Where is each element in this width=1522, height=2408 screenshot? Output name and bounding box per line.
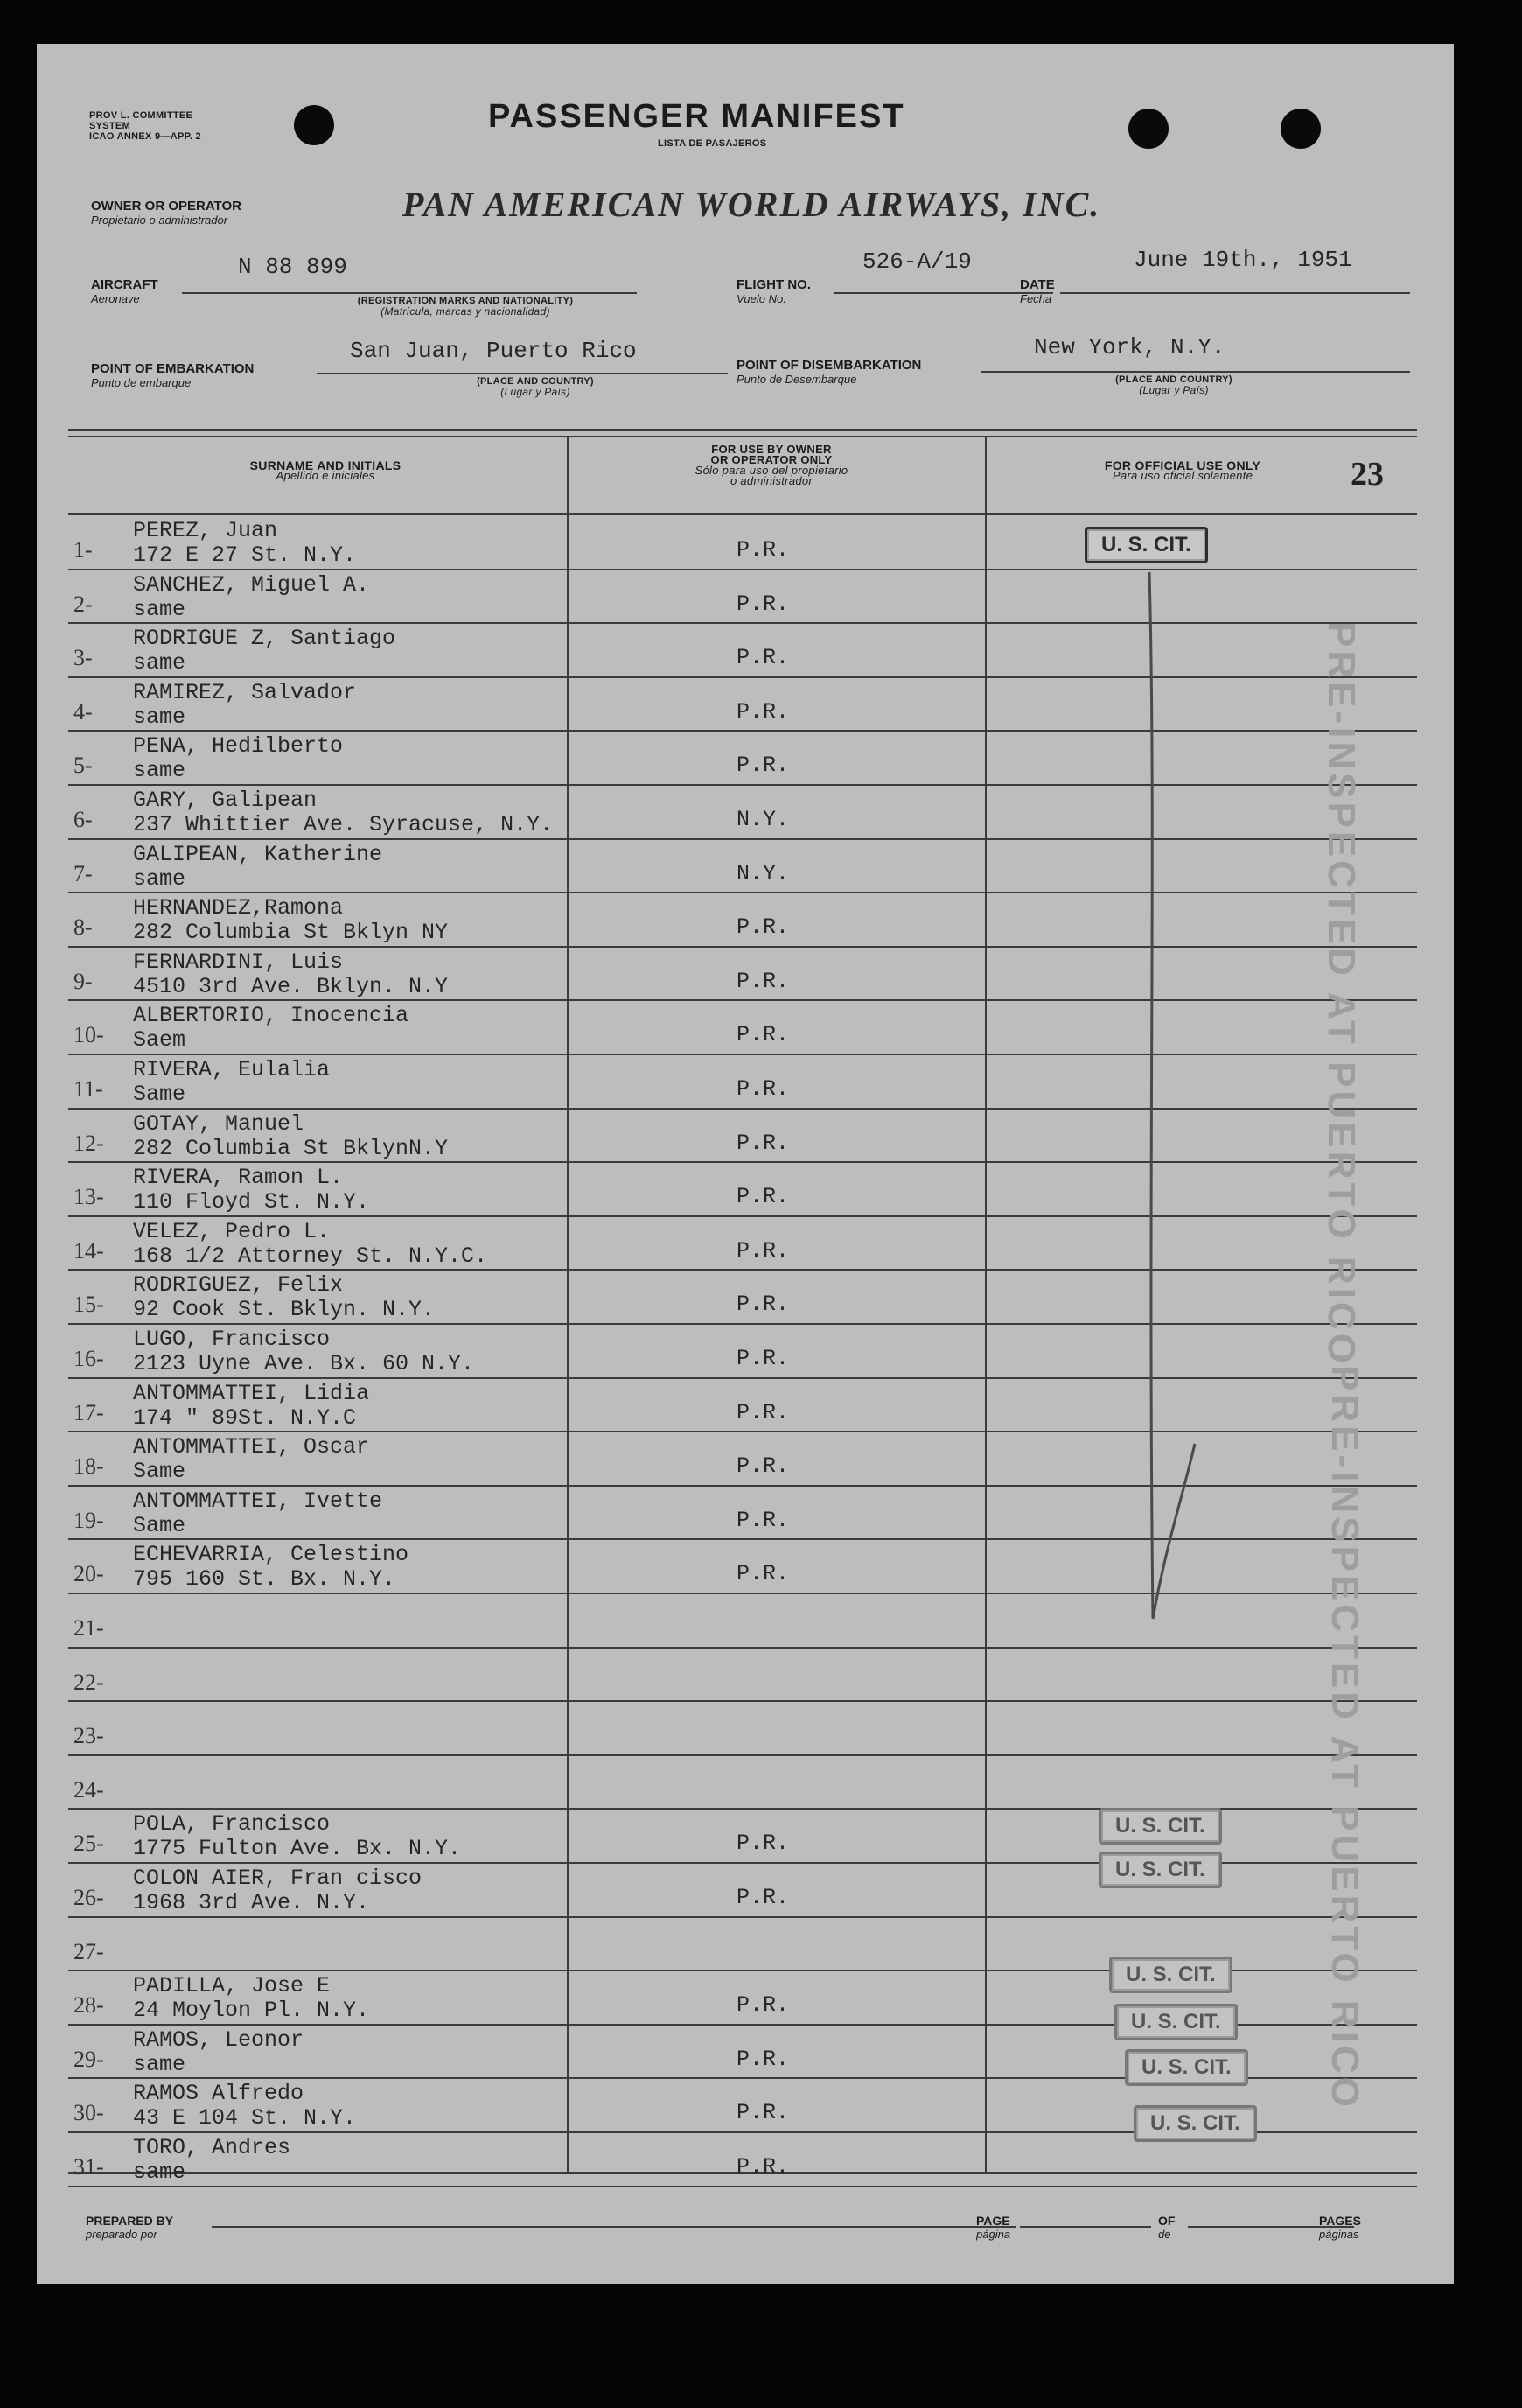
passenger-name: COLON AIER, Fran cisco <box>133 1866 422 1891</box>
row-divider <box>68 1161 1417 1163</box>
passenger-name: GARY, Galipean <box>133 788 318 813</box>
embarkation-place-note: (PLACE AND COUNTRY) (Lugar y País) <box>477 376 594 398</box>
row-divider <box>68 1754 1417 1756</box>
passenger-address: 1968 3rd Ave. N.Y. <box>133 1890 370 1915</box>
row-divider <box>68 784 1417 786</box>
passenger-name: FERNARDINI, Luis <box>133 948 344 975</box>
row-divider <box>68 676 1417 678</box>
owner-use-value: P.R. <box>737 1453 790 1480</box>
row-divider <box>68 1916 1417 1918</box>
row-number: 11- <box>73 1076 103 1102</box>
row-number: 19- <box>73 1507 104 1533</box>
row-divider <box>68 1054 1417 1055</box>
passenger-name: TORO, Andres <box>133 2135 291 2160</box>
us-cit-stamp: U. S. CIT. <box>1099 1808 1222 1844</box>
passenger-address: same <box>133 596 186 622</box>
owner-use-value: P.R. <box>737 698 790 724</box>
us-cit-stamp: U. S. CIT. <box>1125 2049 1248 2086</box>
preinspected-stamp: PRE-INSPECTED AT PUERTO RICO <box>1320 621 1363 1367</box>
preinspected-stamp: PRE-INSPECTED AT PUERTO RICO <box>1323 1365 1366 2110</box>
aircraft-value: N 88 899 <box>238 254 347 280</box>
page-subtitle: LISTA DE PASAJEROS <box>658 138 767 149</box>
us-cit-stamp: U. S. CIT. <box>1099 1852 1222 1888</box>
row-number: 28- <box>73 1992 104 2019</box>
owner-use-value: P.R. <box>737 1022 790 1048</box>
row-divider <box>68 1431 1417 1432</box>
owner-use-value: P.R. <box>737 2100 790 2126</box>
row-divider <box>68 1108 1417 1110</box>
passenger-name: GALIPEAN, Katherine <box>133 841 383 867</box>
row-number: 7- <box>73 860 93 886</box>
row-number: 12- <box>73 1130 104 1156</box>
passenger-address: 168 1/2 Attorney St. N.Y.C. <box>133 1242 488 1269</box>
registration-note: (REGISTRATION MARKS AND NATIONALITY) (Matrícula, marcas y nacionalidad) <box>357 296 574 318</box>
row-number: 14- <box>73 1237 104 1264</box>
passenger-name: GOTAY, Manuel <box>133 1110 304 1137</box>
passenger-address: 43 E 104 St. N.Y. <box>133 2105 357 2132</box>
passenger-name: ANTOMMATTEI, Lidia <box>133 1380 370 1406</box>
row-divider <box>68 1700 1417 1702</box>
row-number: 30- <box>73 2100 104 2126</box>
date-value: June 19th., 1951 <box>1134 247 1352 273</box>
passenger-name: HERNANDEZ,Ramona <box>133 895 344 921</box>
passenger-address: Saem <box>133 1027 186 1054</box>
punch-hole <box>1281 108 1321 149</box>
passenger-address: 4510 3rd Ave. Bklyn. N.Y <box>133 973 449 999</box>
owner-use-value: P.R. <box>737 1507 790 1533</box>
disembarkation-label: POINT OF DISEMBARKATION Punto de Desembarque <box>737 358 922 386</box>
flight-label: FLIGHT NO. Vuelo No. <box>737 277 811 305</box>
passenger-name: RAMOS Alfredo <box>133 2081 304 2107</box>
us-cit-stamp: U. S. CIT. <box>1134 2105 1257 2142</box>
us-cit-stamp: U. S. CIT. <box>1085 527 1208 564</box>
row-number: 4- <box>73 698 93 724</box>
row-divider <box>68 1592 1417 1594</box>
passenger-address: 24 Moylon Pl. N.Y. <box>133 1998 370 2024</box>
row-divider <box>68 1647 1417 1648</box>
passenger-name: SANCHEZ, Miguel A. <box>133 571 370 598</box>
owner-use-value: P.R. <box>737 1076 790 1102</box>
date-label: DATE Fecha <box>1020 277 1055 305</box>
passenger-address: same <box>133 865 186 892</box>
row-number: 9- <box>73 968 93 994</box>
row-number: 16- <box>73 1346 104 1371</box>
owner-use-value: P.R. <box>737 1830 790 1857</box>
row-divider <box>68 1538 1417 1540</box>
row-number: 3- <box>73 645 93 671</box>
owner-use-value: P.R. <box>737 968 790 994</box>
passenger-address: Same <box>133 1459 186 1485</box>
passenger-address: 1775 Fulton Ave. Bx. N.Y. <box>133 1836 462 1862</box>
owner-use-value: P.R. <box>737 1237 790 1264</box>
ditto-check-mark <box>1121 569 1200 1636</box>
passenger-name: RAMIREZ, Salvador <box>133 679 357 705</box>
prepared-by-label: PREPARED BY preparado por <box>86 2214 174 2241</box>
row-number: 20- <box>73 1561 104 1587</box>
passenger-address: 237 Whittier Ave. Syracuse, N.Y. <box>133 812 554 837</box>
row-number: 6- <box>73 807 93 832</box>
row-number: 22- <box>73 1669 104 1695</box>
row-number: 18- <box>73 1453 104 1480</box>
column-header-official: FOR OFFICIAL USE ONLY Para uso oficial solamente <box>1104 458 1261 482</box>
row-divider <box>68 1485 1417 1487</box>
passenger-name: PENA, Hedilberto <box>133 733 344 760</box>
row-divider <box>68 1323 1417 1325</box>
owner-use-value: P.R. <box>737 537 790 563</box>
owner-use-value: P.R. <box>737 752 790 779</box>
disembarkation-value: New York, N.Y. <box>1034 334 1225 360</box>
owner-use-value: P.R. <box>737 2046 790 2072</box>
owner-use-value: P.R. <box>737 1399 790 1425</box>
row-number: 10- <box>73 1022 104 1048</box>
owner-use-value: P.R. <box>737 645 790 671</box>
row-number: 13- <box>73 1184 104 1210</box>
passenger-address: 282 Columbia St Bklyn NY <box>133 920 449 946</box>
us-cit-stamp: U. S. CIT. <box>1114 2004 1238 2040</box>
column-header-owner-use: FOR USE BY OWNER OR OPERATOR ONLY Sólo para uso del propietario o administrador <box>695 443 848 487</box>
passenger-name: ECHEVARRIA, Celestino <box>133 1542 409 1568</box>
owner-use-value: P.R. <box>737 2154 790 2180</box>
owner-use-value: P.R. <box>737 1885 790 1910</box>
passenger-name: RAMOS, Leonor <box>133 2026 304 2053</box>
row-number: 1- <box>73 537 93 563</box>
row-number: 25- <box>73 1830 104 1857</box>
row-divider <box>68 1377 1417 1379</box>
owner-use-value: P.R. <box>737 1292 790 1318</box>
aircraft-label: AIRCRAFT Aeronave <box>91 277 158 305</box>
passenger-address: 174 " 89St. N.Y.C <box>133 1404 357 1431</box>
passenger-address: same <box>133 650 186 676</box>
row-divider <box>68 1269 1417 1270</box>
owner-use-value: N.Y. <box>737 860 790 886</box>
owner-use-value: P.R. <box>737 591 790 617</box>
row-divider <box>68 892 1417 893</box>
form-reference: PROV L. COMMITTEE SYSTEM ICAO ANNEX 9—APP. 2 <box>89 110 201 142</box>
of-label: OF de <box>1158 2214 1176 2241</box>
owner-use-value: P.R. <box>737 914 790 941</box>
row-divider <box>68 622 1417 624</box>
passenger-name: ALBERTORIO, Inocencia <box>133 1003 409 1029</box>
row-number: 31- <box>73 2154 104 2180</box>
row-divider <box>68 569 1417 570</box>
owner-value: PAN AMERICAN WORLD AIRWAYS, INC. <box>402 185 1101 224</box>
passenger-name: ANTOMMATTEI, Oscar <box>133 1434 370 1460</box>
passenger-name: RIVERA, Eulalia <box>133 1057 331 1082</box>
row-number: 8- <box>73 914 93 941</box>
row-number: 24- <box>73 1776 104 1802</box>
passenger-address: 110 Floyd St. N.Y. <box>133 1189 370 1215</box>
punch-hole <box>1128 108 1169 149</box>
passenger-name: ANTOMMATTEI, Ivette <box>133 1488 383 1514</box>
row-divider <box>68 2186 1417 2188</box>
owner-use-value: P.R. <box>737 1346 790 1371</box>
page-title: PASSENGER MANIFEST <box>488 98 905 135</box>
passenger-name: RIVERA, Ramon L. <box>133 1165 344 1191</box>
passenger-count: 23 <box>1351 456 1384 493</box>
disembarkation-place-note: (PLACE AND COUNTRY) (Lugar y País) <box>1115 374 1232 396</box>
row-number: 23- <box>73 1723 104 1749</box>
passenger-address: 795 160 St. Bx. N.Y. <box>133 1566 396 1592</box>
row-number: 5- <box>73 752 93 779</box>
owner-use-value: P.R. <box>737 1184 790 1210</box>
owner-use-value: P.R. <box>737 1130 790 1156</box>
row-divider <box>68 946 1417 948</box>
us-cit-stamp: U. S. CIT. <box>1109 1956 1232 1993</box>
passenger-address: Same <box>133 1512 186 1538</box>
passenger-address: same <box>133 2051 186 2077</box>
row-number: 26- <box>73 1885 104 1910</box>
passenger-address: same <box>133 2160 186 2185</box>
passenger-name: PADILLA, Jose E <box>133 1973 331 1999</box>
passenger-address: same <box>133 704 186 730</box>
passenger-name: LUGO, Francisco <box>133 1326 331 1352</box>
flight-value: 526-A/19 <box>862 248 972 275</box>
passenger-name: PEREZ, Juan <box>133 518 278 543</box>
passenger-address: 282 Columbia St BklynN.Y <box>133 1135 449 1161</box>
manifest-sheet <box>37 44 1454 2284</box>
passenger-name: RODRIGUEZ, Felix <box>133 1272 344 1298</box>
row-divider <box>68 838 1417 840</box>
row-number: 2- <box>73 591 93 617</box>
passenger-name: RODRIGUE Z, Santiago <box>133 626 396 652</box>
row-number: 15- <box>73 1292 104 1318</box>
passenger-address: 172 E 27 St. N.Y. <box>133 542 357 568</box>
row-number: 21- <box>73 1615 104 1641</box>
passenger-address: 2123 Uyne Ave. Bx. 60 N.Y. <box>133 1351 475 1376</box>
owner-use-value: P.R. <box>737 1561 790 1587</box>
embarkation-value: San Juan, Puerto Rico <box>350 338 637 364</box>
row-divider <box>68 1215 1417 1217</box>
owner-use-value: N.Y. <box>737 807 790 832</box>
row-divider <box>68 730 1417 732</box>
row-number: 17- <box>73 1399 104 1425</box>
passenger-address: same <box>133 758 186 784</box>
passenger-address: 92 Cook St. Bklyn. N.Y. <box>133 1297 436 1323</box>
pages-label: PAGES páginas <box>1319 2214 1361 2241</box>
row-number: 27- <box>73 1938 104 1964</box>
row-divider <box>68 999 1417 1001</box>
passenger-address: Same <box>133 1082 186 1107</box>
page-label: PAGE página <box>976 2214 1011 2241</box>
passenger-name: POLA, Francisco <box>133 1811 331 1838</box>
passenger-name: VELEZ, Pedro L. <box>133 1218 331 1244</box>
owner-label: OWNER OR OPERATOR Propietario o administrador <box>91 199 241 227</box>
column-header-surname: SURNAME AND INITIALS Apellido e iniciales <box>249 458 401 482</box>
embarkation-label: POINT OF EMBARKATION Punto de embarque <box>91 361 255 389</box>
row-number: 29- <box>73 2046 104 2072</box>
owner-use-value: P.R. <box>737 1992 790 2019</box>
